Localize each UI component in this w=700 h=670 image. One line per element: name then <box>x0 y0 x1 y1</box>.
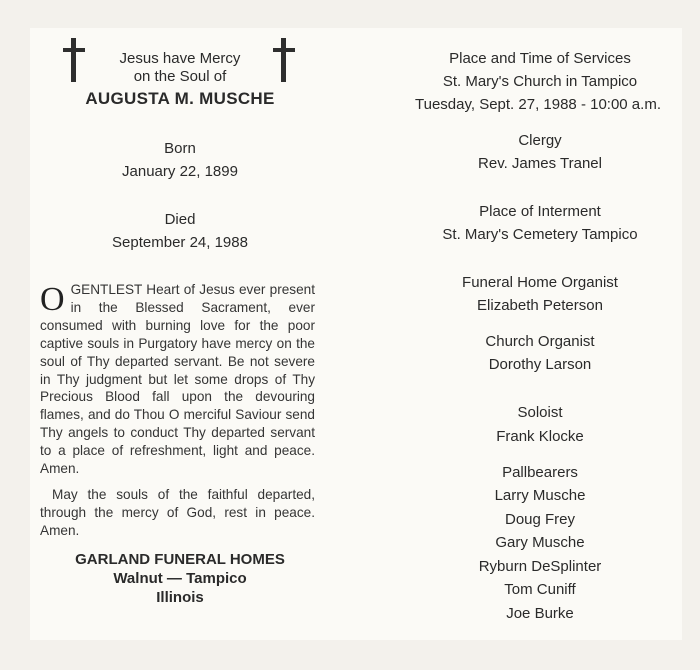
pallbearers-label: Pallbearers <box>502 464 578 481</box>
deceased-name: AUGUSTA M. MUSCHE <box>85 89 275 108</box>
died-date: September 24, 1988 <box>112 234 248 251</box>
cross-icon-right <box>273 38 295 82</box>
prayer-block <box>40 281 315 540</box>
soloist-name: Frank Klocke <box>496 428 584 445</box>
clergy-name: Rev. James Tranel <box>478 155 602 172</box>
pallbearer-item: Ryburn DeSplinter <box>478 558 602 575</box>
pallbearer-item: Larry Musche <box>494 487 586 504</box>
header-line-1: Jesus have Mercy <box>119 50 241 67</box>
fh-organist-name: Elizabeth Peterson <box>477 297 603 314</box>
died-label: Died <box>164 211 196 228</box>
church-organist-name: Dorothy Larson <box>488 356 592 373</box>
pallbearer-item: Tom Cuniff <box>504 581 576 598</box>
services-label: Place and Time of Services <box>449 50 631 67</box>
pallbearer-item: Doug Frey <box>504 511 576 528</box>
services-time: Tuesday, Sept. 27, 1988 - 10:00 a.m. <box>415 96 661 113</box>
soloist-label: Soloist <box>517 404 563 421</box>
prayer-text: GENTLEST Heart of Jesus ever present in the Blessed Sacrament, ever consumed with burning love for the poor captive souls in Purgatory have mercy on the soul of Thy departed servant. Be not severe in Thy judgment but let some drops of Thy Precious Blood fall upon the devouring flames, and do Thou O merciful Saviour send Thy angels to conduct Thy departed servant to a place of refreshment, light and peace. Amen. <box>40 282 315 477</box>
funeral-home-name: GARLAND FUNERAL HOMES <box>75 551 285 568</box>
funeral-home-state: Illinois <box>156 589 204 606</box>
funeral-home-cities: Walnut — Tampico <box>113 570 247 587</box>
fh-organist-label: Funeral Home Organist <box>462 274 618 291</box>
born-label: Born <box>164 140 196 157</box>
prayer-text-2: May the souls of the faithful departed, through the mercy of God, rest in peace. Amen. <box>40 486 315 538</box>
header-line-2: on the Soul of <box>133 68 227 85</box>
clergy-label: Clergy <box>518 132 562 149</box>
interment-label: Place of Interment <box>479 203 601 220</box>
church-organist-label: Church Organist <box>485 333 595 350</box>
born-date: January 22, 1899 <box>122 163 238 180</box>
pallbearer-item: Joe Burke <box>506 605 574 622</box>
pallbearer-item: Gary Musche <box>495 534 585 551</box>
prayer-dropcap: O <box>40 281 65 318</box>
services-place: St. Mary's Church in Tampico <box>442 73 638 90</box>
cross-icon-left <box>63 38 85 82</box>
interment-place: St. Mary's Cemetery Tampico <box>442 226 638 243</box>
